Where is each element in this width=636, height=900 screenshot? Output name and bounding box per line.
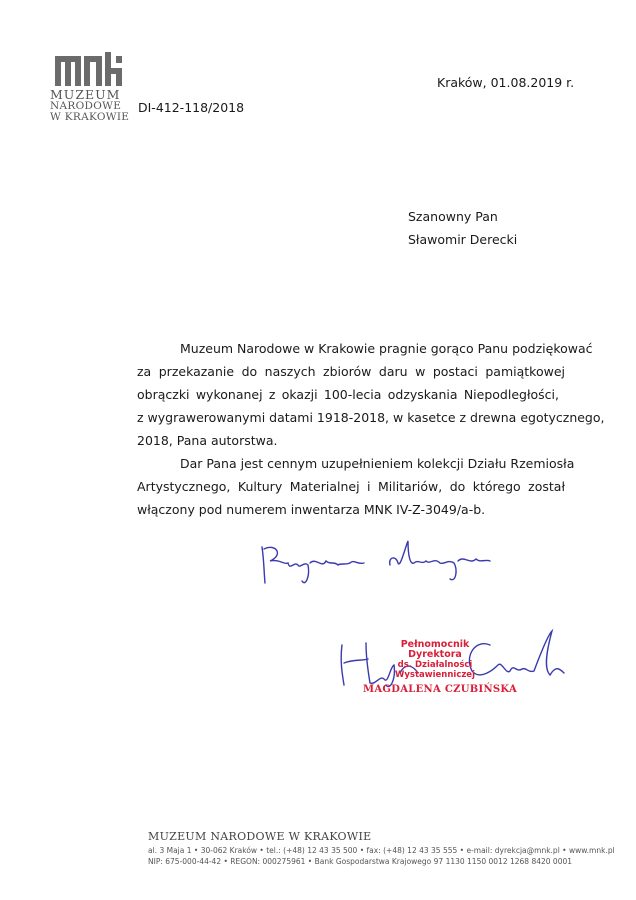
stamp-name: MAGDALENA CZUBIŃSKA — [363, 684, 518, 695]
body-line: Muzeum Narodowe w Krakowie pragnie gorąco Panu podziękować — [180, 341, 593, 356]
museum-logo-mark — [55, 52, 123, 86]
footer-institution: MUZEUM NARODOWE W KRAKOWIE — [148, 830, 372, 843]
reference-number: DI-412-118/2018 — [138, 100, 245, 115]
body-line: z wygrawerowanymi datami 1918-2018, w kasetce z drewna egotycznego, — [137, 410, 605, 425]
body-line: Dar Pana jest cennym uzupełnieniem kolekcji Działu Rzemiosła — [180, 456, 575, 471]
body-line: Artystycznego, Kultury Materialnej i Militariów, do którego został — [137, 479, 565, 494]
letter-date: Kraków, 01.08.2019 r. — [437, 75, 575, 90]
salutation: Szanowny Pan — [408, 209, 498, 224]
logo-line: MUZEUM — [50, 87, 121, 102]
stamp-title — [375, 640, 495, 680]
addressee-name: Sławomir Derecki — [408, 232, 518, 247]
museum-logo-text — [50, 88, 129, 123]
footer-registry: NIP: 675-000-44-42 • REGON: 000275961 • Bank Gospodarstwa Krajowego 97 1130 1150 0012 1268 8420 0001 — [148, 857, 573, 866]
body-line: za przekazanie do naszych zbiorów daru w postaci pamiątkowej — [137, 364, 565, 379]
logo-line: W KRAKOWIE — [50, 111, 130, 123]
stamp-line: ds. Działalności Wystawienniczej — [395, 660, 475, 680]
body-line: włączony pod numerem inwentarza MNK IV-Z-3049/a-b. — [137, 502, 486, 517]
addressee — [408, 205, 517, 251]
letter-footer — [148, 830, 615, 867]
letter-body — [137, 337, 605, 521]
body-line: 2018, Pana autorstwa. — [137, 433, 278, 448]
body-line: obrączki wykonanej z okazji 100-lecia odzyskania Niepodległości, — [137, 387, 559, 402]
logo-line: NARODOWE — [50, 100, 122, 112]
footer-contact: al. 3 Maja 1 • 30-062 Kraków • tel.: (+48) 12 43 35 500 • fax: (+48) 12 43 35 555 • e-mail: dyrekcja@mnk.pl • www.mnk.pl — [148, 846, 615, 855]
stamp-line: Pełnomocnik Dyrektora — [400, 639, 470, 660]
